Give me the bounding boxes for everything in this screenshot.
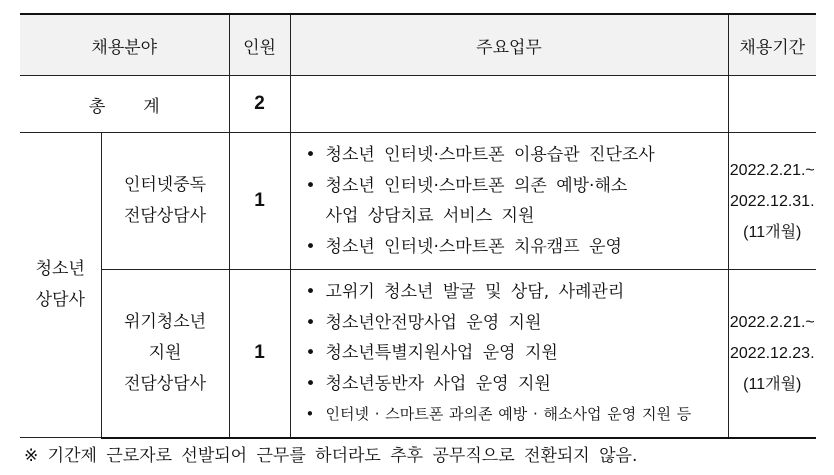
bullet-icon: • xyxy=(305,145,316,165)
bullet-icon: • xyxy=(305,282,316,302)
row-count: 1 xyxy=(229,133,290,270)
period-line: 2022.2.21.~ xyxy=(729,161,815,179)
footnote: ※ 기간제 근로자로 선발되어 근무를 하더라도 추후 공무직으로 전환되지 않음. xyxy=(24,446,638,466)
total-count: 2 xyxy=(229,76,290,133)
bullet-icon: • xyxy=(305,373,316,394)
recruitment-table xyxy=(20,13,816,439)
total-row xyxy=(20,76,816,133)
period-line: 2022.2.21.~ xyxy=(729,313,815,331)
duty-item xyxy=(304,277,728,308)
bullet-icon: • xyxy=(305,312,316,333)
row-title xyxy=(101,133,229,270)
row-title-line: 전담상담사 xyxy=(123,373,207,394)
row-title-line: 전담상담사 xyxy=(123,206,207,226)
row-title-line: 위기청소년 xyxy=(123,311,207,332)
row-count: 1 xyxy=(229,270,290,438)
duty-text: 청소년안전망사업 운영 지원 xyxy=(325,312,542,333)
total-period-empty xyxy=(728,76,816,133)
duty-item xyxy=(304,171,728,232)
row-title-line: 지원 xyxy=(148,342,182,363)
header-period: 채용기간 xyxy=(728,14,816,76)
duty-item xyxy=(304,369,728,400)
group-label-line: 상담사 xyxy=(35,290,85,310)
header-duties: 주요업무 xyxy=(290,14,728,76)
bullet-icon: • xyxy=(305,236,316,257)
duty-text: 청소년동반자 사업 운영 지원 xyxy=(325,373,551,394)
row-duties xyxy=(290,133,728,270)
row-period xyxy=(728,270,816,438)
period-line: (11개월) xyxy=(743,223,802,241)
bullet-icon: • xyxy=(305,405,315,423)
duty-item xyxy=(304,140,728,171)
duty-text: 청소년 인터넷·스마트폰 치유캠프 운영 xyxy=(325,236,622,257)
row-period xyxy=(728,133,816,270)
row-title-line: 인터넷중독 xyxy=(123,175,207,195)
duty-text-continued: 사업 상담치료 서비스 지원 xyxy=(325,206,535,226)
total-duties-empty xyxy=(290,76,728,133)
duty-item xyxy=(304,338,728,369)
duty-text: 청소년 인터넷·스마트폰 의존 예방·해소 xyxy=(325,175,628,196)
group-label-line: 청소년 xyxy=(35,259,85,279)
row-title xyxy=(101,270,229,438)
group-label xyxy=(20,133,101,438)
bullet-icon: • xyxy=(305,343,316,363)
table-row xyxy=(20,270,816,438)
bullet-icon: • xyxy=(305,175,316,196)
table-row xyxy=(20,133,816,270)
header-field: 채용분야 xyxy=(20,14,229,76)
duty-text: 고위기 청소년 발굴 및 상담, 사례관리 xyxy=(325,282,625,302)
duty-item xyxy=(304,308,728,339)
row-duties xyxy=(290,270,728,438)
total-label: 총계 xyxy=(88,96,198,117)
duty-item xyxy=(304,232,728,263)
duty-text: 인터넷 · 스마트폰 과의존 예방 · 해소사업 운영 지원 등 xyxy=(325,405,692,423)
duty-item xyxy=(304,399,728,430)
period-line: 2022.12.31. xyxy=(730,192,815,210)
period-line: (11개월) xyxy=(743,375,802,393)
header-row xyxy=(20,14,816,76)
duty-text: 청소년특별지원사업 운영 지원 xyxy=(325,343,558,363)
period-line: 2022.12.23. xyxy=(730,344,815,362)
total-label-cell xyxy=(20,76,229,133)
header-count: 인원 xyxy=(229,14,290,76)
duty-text: 청소년 인터넷·스마트폰 이용습관 진단조사 xyxy=(325,145,655,165)
